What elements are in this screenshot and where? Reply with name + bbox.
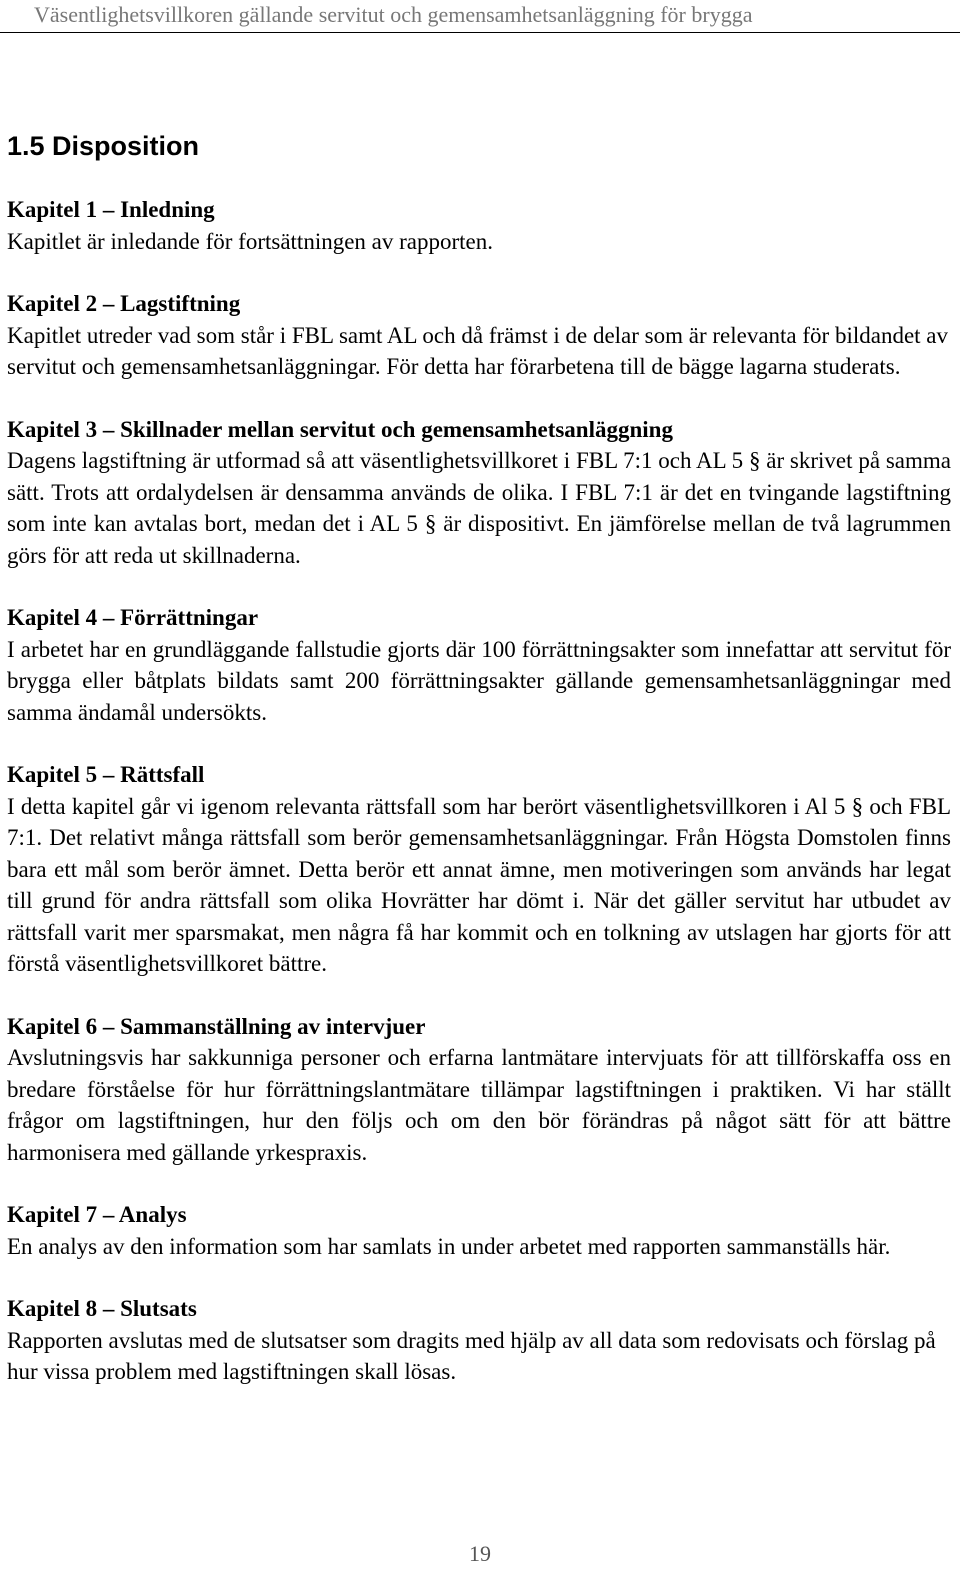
- running-header: [0, 0, 960, 33]
- chapter-body: I arbetet har en grundläggande fallstudie gjorts där 100 förrättningsakter som innefattar att servitut för brygga eller båtplats bildats samt 200 förrättningsakter gällande gemensamhetsanläggningar med samma ändamål undersökts.: [7, 636, 951, 725]
- chapter-title: Kapitel 1 – Inledning: [7, 197, 215, 222]
- chapter-body: Kapitlet är inledande för fortsättningen av rapporten.: [7, 228, 494, 254]
- chapter-3: [7, 414, 951, 572]
- chapter-5: [7, 759, 951, 980]
- chapter-body: Avslutningsvis har sakkunniga personer och erfarna lantmätare intervjuats för att tillförskaffa oss en bredare förståelse för hur förrättningslantmätare tillämpar lagstiftningen i praktiken. Vi har ställt frågor om lagstiftningen, hur den följs och om den bör förändras på något sätt för att bättre harmonisera med gällande yrkespraxis.: [7, 1045, 951, 1165]
- chapter-title: Kapitel 7 – Analys: [7, 1202, 187, 1227]
- chapter-body: Rapporten avslutas med de slutsatser som dragits med hjälp av all data som redovisats och förslag på hur vissa problem med lagstiftningen skall lösas.: [7, 1327, 936, 1384]
- chapter-title: Kapitel 6 – Sammanställning av intervjuer: [7, 1013, 426, 1039]
- chapter-body: En analys av den information som har samlats in under arbetet med rapporten sammanställs här.: [7, 1233, 891, 1259]
- chapter-title: Kapitel 3 – Skillnader mellan servitut och gemensamhetsanläggning: [7, 416, 673, 442]
- chapter-body: I detta kapitel går vi igenom relevanta rättsfall som har berört väsentlighetsvillkoren i Al 5 § och FBL 7:1. Det relativt många rättsfall som berör gemensamhetsanläggningar. Från Högsta Domstolen finns bara ett mål som berör ämnet. Detta berör ett annat ämne, men motiveringen som används har legat till grund för andra rättsfall som olika Hovrätter har dömt i. När det gäller servitut har utbudet av rättsfall varit mer sparsmakat, men några få har kommit och en tolkning av utslagen har gjorts för att förstå väsentlighetsvillkoret bättre.: [7, 793, 951, 976]
- chapter-body: Kapitlet utreder vad som står i FBL samt AL och då främst i de delar som är relevanta för bildandet av servitut och gemensamhetsanläggningar. För detta har förarbetena till de bägge lagarna studerats.: [7, 322, 949, 379]
- chapter-2: [7, 288, 951, 383]
- running-header-text: Väsentlighetsvillkoren gällande servitut och gemensamhetsanläggning för brygga: [34, 2, 753, 27]
- chapter-8: [7, 1293, 951, 1388]
- page-number: 19: [469, 1541, 491, 1566]
- chapter-body: Dagens lagstiftning är utformad så att väsentlighetsvillkoret i FBL 7:1 och AL 5 § är skrivet på samma sätt. Trots att ordalydelsen är densamma används de olika. I FBL 7:1 är det en tvingande lagstiftning som inte kan avtalas bort, medan det i AL 5 § är dispositivt. En jämförelse mellan de två lagrummen görs för att reda ut skillnaderna.: [7, 448, 951, 568]
- chapter-title: Kapitel 5 – Rättsfall: [7, 762, 205, 787]
- section-heading: 1.5 Disposition: [7, 131, 200, 161]
- chapter-1: [7, 194, 951, 257]
- chapter-6: [7, 1011, 951, 1169]
- chapter-title: Kapitel 2 – Lagstiftning: [7, 291, 241, 316]
- chapter-list: [7, 194, 951, 1419]
- chapter-4: [7, 602, 951, 728]
- chapter-7: [7, 1199, 951, 1262]
- chapter-title: Kapitel 4 – Förrättningar: [7, 605, 259, 630]
- chapter-title: Kapitel 8 – Slutsats: [7, 1296, 197, 1321]
